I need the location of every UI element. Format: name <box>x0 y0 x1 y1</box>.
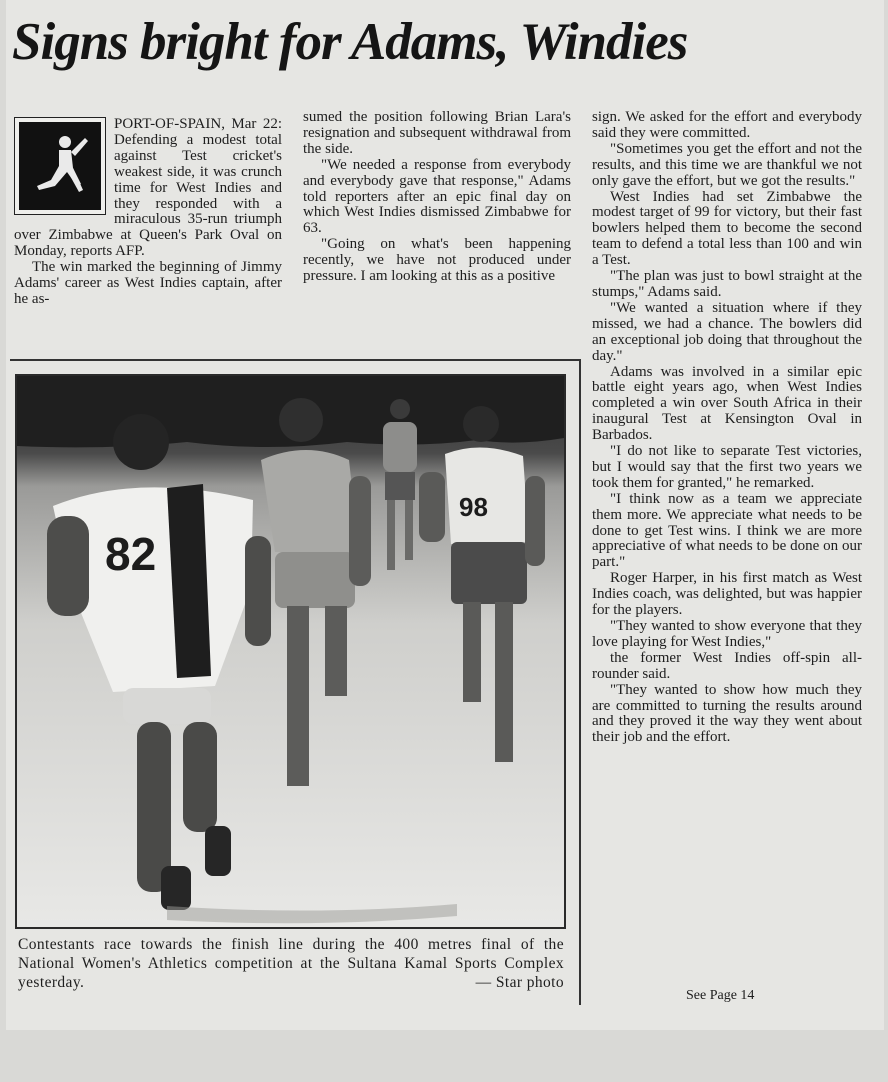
column-divider <box>579 359 581 1005</box>
paragraph: "They wanted to show everyone that they love playing for West Indies," <box>592 618 862 650</box>
paragraph: sumed the position following Brian Lara's resignation and subsequent withdrawal from the side. <box>303 109 571 157</box>
paragraph: sign. We asked for the effort and everybody said they were committed. <box>592 109 862 141</box>
paragraph: "Going on what's been happening recently, we have not produced under pressure. I am looking at this as a positive <box>303 236 571 285</box>
paragraph: PORT-OF-SPAIN, Mar 22: Defending a modest total against Test cricket's weakest side, it was crunch time for West Indies and they responded with a miraculous 35-run triumph over Zimbabwe at Queen's Park Oval on Monday, reports AFP. <box>14 116 282 260</box>
paragraph: "The plan was just to bowl straight at the stumps," Adams said. <box>592 268 862 300</box>
caption-text: Contestants race towards the finish line during the 400 metres final of the National Women's Athletics competition at the Sultana Kamal Sports Complex yesterday. <box>18 936 564 991</box>
see-page-link[interactable]: See Page 14 <box>686 988 755 1003</box>
photo-top-rule <box>10 359 580 361</box>
paragraph: Adams was involved in a similar epic battle eight years ago, when West Indies completed a win over South Africa in their inaugural Test at Kensington Oval in Barbados. <box>592 363 862 444</box>
race-photo <box>15 374 566 929</box>
bib-82: 82 <box>105 528 157 580</box>
paragraph: the former West Indies off-spin all-rounder said. <box>592 649 862 682</box>
article-column-3 <box>592 110 862 746</box>
bib-98: 98 <box>459 492 488 522</box>
paragraph: "They wanted to show how much they are committed to turning the results around and they proved it the way they went about their job and the effort. <box>592 681 862 746</box>
headline: Signs bright for Adams, Windies <box>12 13 688 71</box>
paragraph: "I do not like to separate Test victories, but I would say that the first two years we took them for granted," he remarked. <box>592 443 862 491</box>
paragraph: Roger Harper, in his first match as West Indies coach, was delighted, but was happier for the players. <box>592 570 862 619</box>
photo-caption <box>18 935 564 992</box>
paragraph: "We wanted a situation where if they missed, we had a chance. The bowlers did an exceptional job doing that throughout the day." <box>592 299 862 364</box>
article-column-2 <box>303 110 571 285</box>
cricket-batsman-icon <box>14 117 106 215</box>
paragraph: "We needed a response from everybody and everybody gave that response," Adams told reporters after an epic final day on which West Indies dismissed Zimbabwe for 63. <box>303 156 571 237</box>
paragraph: "I think now as a team we appreciate them more. We appreciate what needs to be done to get Test wins. I think we are more appreciative of what needs to be done on our part." <box>592 490 862 571</box>
photo-credit: — Star photo <box>475 974 564 991</box>
paragraph: "Sometimes you get the effort and not the results, and this time we are thankful we not only gave the effort, but we got the results." <box>592 140 862 189</box>
paragraph: The win marked the beginning of Jimmy Adams' career as West Indies captain, after he as- <box>14 259 282 307</box>
paragraph: West Indies had set Zimbabwe the modest target of 99 for victory, but their fast bowlers helped them to become the second team to defend a total less than 100 and win a Test. <box>592 188 862 269</box>
article-column-1 <box>14 117 282 308</box>
